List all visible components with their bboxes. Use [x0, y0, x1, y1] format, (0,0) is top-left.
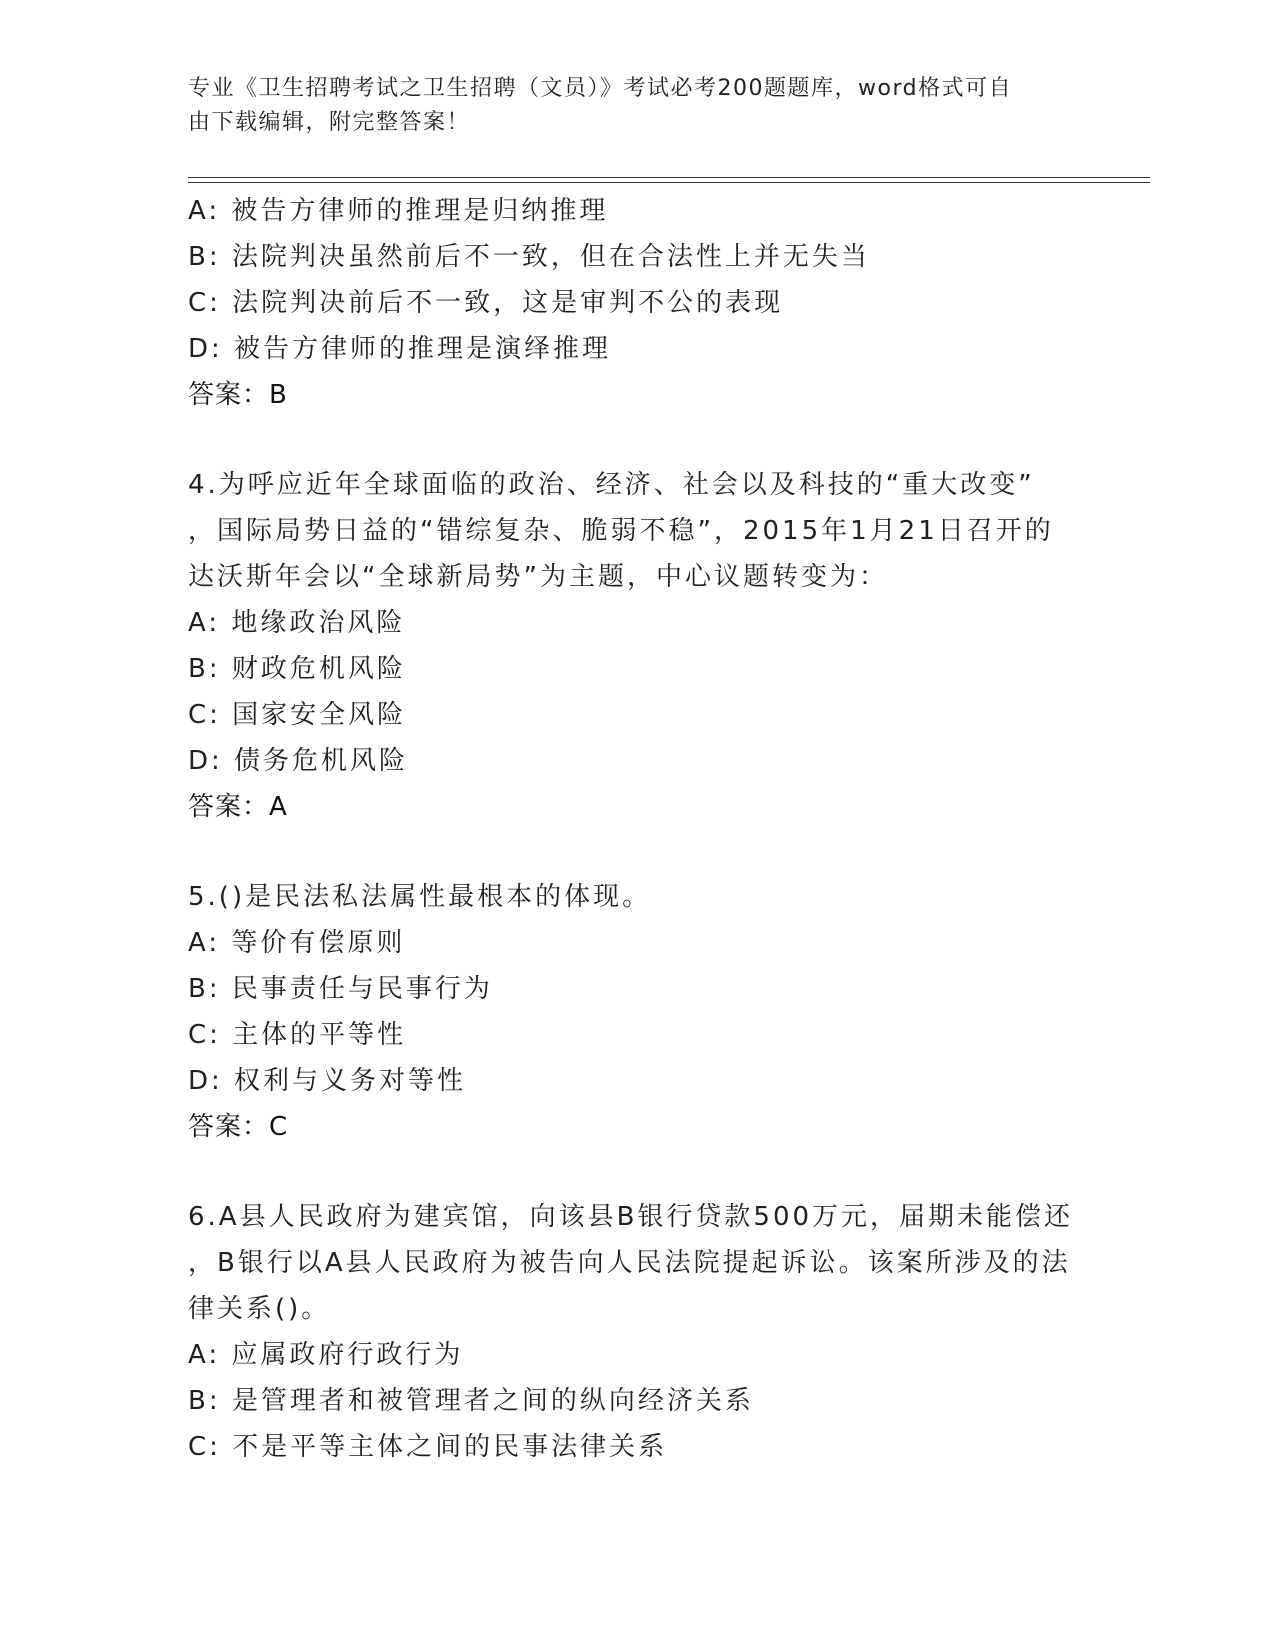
question-6-option-c: C: 不是平等主体之间的民事法律关系	[188, 1432, 668, 1462]
header-divider-top	[188, 177, 1150, 178]
question-5-option-b: B: 民事责任与民事行为	[188, 974, 493, 1004]
question-3-answer: 答案：B	[188, 380, 288, 410]
question-5-answer: 答案：C	[188, 1112, 289, 1142]
question-3-option-a: A: 被告方律师的推理是归纳推理	[188, 196, 609, 226]
header-line-1: 专业《卫生招聘考试之卫生招聘（文员）》考试必考200题题库，word格式可自	[188, 76, 1013, 101]
document-header	[188, 72, 1088, 140]
question-4	[188, 462, 1088, 830]
question-6-stem-line-3: 律关系()。	[188, 1294, 331, 1324]
question-3-option-b: B: 法院判决虽然前后不一致，但在合法性上并无失当	[188, 242, 870, 272]
question-spacer	[188, 1150, 1088, 1194]
question-4-stem-line-2: ，国际局势日益的“错综复杂、脆弱不稳”，2015年1月21日召开的	[188, 516, 1054, 546]
question-4-answer: 答案：A	[188, 792, 288, 822]
question-4-stem-line-3: 达沃斯年会以“全球新局势”为主题，中心议题转变为：	[188, 562, 888, 592]
question-6-stem-line-2: ，B银行以A县人民政府为被告向人民法院提起诉讼。该案所涉及的法	[188, 1248, 1071, 1278]
question-5-option-d: D: 权利与义务对等性	[188, 1066, 467, 1096]
question-4-option-a: A: 地缘政治风险	[188, 608, 406, 638]
question-6-stem-line-1: 6.A县人民政府为建宾馆，向该县B银行贷款500万元，届期未能偿还	[188, 1202, 1074, 1232]
question-3	[188, 188, 1088, 418]
header-line-2: 由下载编辑，附完整答案！	[188, 110, 471, 135]
question-3-option-c: C: 法院判决前后不一致，这是审判不公的表现	[188, 288, 784, 318]
question-3-option-d: D: 被告方律师的推理是演绎推理	[188, 334, 612, 364]
question-spacer	[188, 418, 1088, 462]
question-5-option-a: A: 等价有偿原则	[188, 928, 406, 958]
question-4-stem-line-1: 4.为呼应近年全球面临的政治、经济、社会以及科技的“重大改变”	[188, 470, 1035, 500]
question-6-option-b: B: 是管理者和被管理者之间的纵向经济关系	[188, 1386, 754, 1416]
header-divider-bottom	[188, 182, 1150, 183]
question-4-option-b: B: 财政危机风险	[188, 654, 406, 684]
question-6-option-a: A: 应属政府行政行为	[188, 1340, 464, 1370]
question-spacer	[188, 830, 1088, 874]
question-5-stem-line-1: 5.()是民法私法属性最根本的体现。	[188, 882, 652, 912]
question-5-option-c: C: 主体的平等性	[188, 1020, 407, 1050]
question-4-option-c: C: 国家安全风险	[188, 700, 407, 730]
question-5	[188, 874, 1088, 1150]
question-4-option-d: D: 债务危机风险	[188, 746, 409, 776]
question-6	[188, 1194, 1088, 1470]
question-list	[188, 188, 1088, 1470]
